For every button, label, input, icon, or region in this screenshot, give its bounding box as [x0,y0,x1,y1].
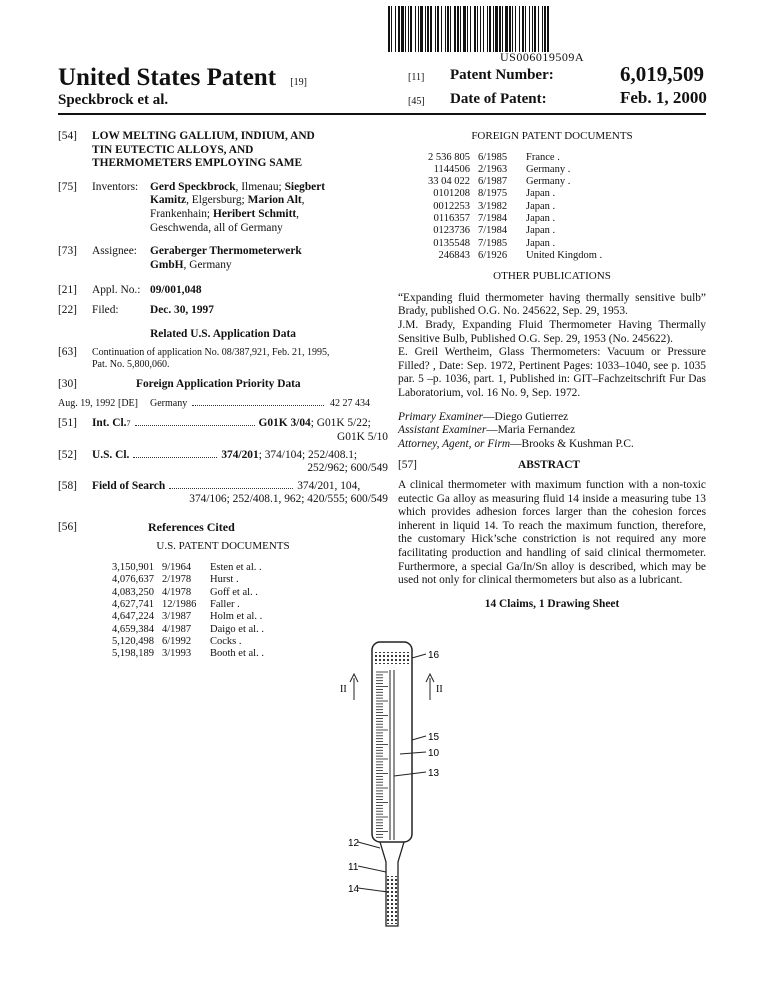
label-15: 15 [428,732,440,743]
priority-country-code: [DE] [118,397,138,409]
publication-number: US006019509A [500,50,585,64]
inventor-place: , Elgersburg; [186,194,245,207]
country-tag: [19] [290,77,307,88]
assignee-tag: [73] [58,245,77,258]
table-cell: Japan . [526,213,556,225]
priority-heading: Foreign Application Priority Data [136,378,301,391]
title-line: THERMOMETERS EMPLOYING SAME [92,157,303,170]
refs-header [58,521,388,535]
patent-number-label: Patent Number: [450,67,554,83]
table-cell: Cocks . [210,635,242,647]
inventor-place: Frankenhain; [150,207,211,220]
refs-tag: [56] [58,520,77,533]
label-11: 11 [348,862,359,873]
table-row [420,152,636,164]
publication-entry: E. Greil Wertheim, Glass Thermometers: Vacuum or Pressure Filled? , Date: Sep. 1972, Pertinent Pages: 1033–1040, see p. 1035 par. 5 –p. 1036, part. 1, Published in: GIT–Fachzeitschrift Fur Das Laboratorium, vol. 16 No. 9, Sep. 1972. [398,346,706,400]
section-label-right: II [436,684,443,695]
attorney-label: Attorney, Agent, or Firm [398,437,511,450]
us-cl-label: U.S. Cl. [92,448,130,461]
table-cell: 2/1963 [478,163,508,175]
inventor-place: Geschwenda, all of Germany [150,221,283,234]
table-cell: Hurst . [210,574,239,586]
int-cl-section [58,417,388,444]
abstract-header [398,459,706,473]
sealed-cap [374,652,410,664]
invention-title [92,130,315,171]
other-pubs [398,292,706,401]
primary-examiner: —Diego Gutierrez [483,410,569,423]
foreign-heading: FOREIGN PATENT DOCUMENTS [471,130,633,142]
priority-number: 42 27 434 [330,397,370,409]
publication-entry: J.M. Brady, Expanding Fluid Thermometer Having Thermally Sensitive Bulb, Published O.G. Sep. 29, 1953 (No. 245622). [398,319,706,345]
appl-number: 09/001,048 [150,284,202,297]
table-row [420,176,636,188]
table-row [104,587,320,599]
table-cell: 7/1984 [478,213,508,225]
table-cell: 0012253 [433,200,470,212]
priority-country: Germany [150,397,188,409]
table-cell: Faller . [210,598,240,610]
continuation-tag: [63] [58,346,77,359]
table-cell: 33 04 022 [428,176,470,188]
int-cl-label: Int. Cl. [92,417,127,430]
other-pubs-heading: OTHER PUBLICATIONS [493,270,611,283]
table-cell: 8/1975 [478,188,508,200]
table-cell: 246843 [438,249,470,261]
table-row [104,636,320,648]
table-cell: Germany . [526,163,571,175]
us-cl-tag: [52] [58,448,77,461]
inventor-name: Heribert Schmitt [212,207,297,220]
date-label: Date of Patent: [450,91,547,107]
table-cell: 3/1993 [162,648,192,660]
table-cell: 5,198,189 [112,648,154,660]
header-rule [58,113,706,115]
leader-dots [133,449,217,458]
table-cell: Japan . [526,188,556,200]
inventor-name: Marion Alt [247,194,302,207]
table-cell: 3,150,901 [112,562,154,574]
table-cell: 6/1926 [478,249,508,261]
table-row [420,201,636,213]
filed-tag: [22] [58,303,77,316]
table-cell: 3/1987 [162,611,192,623]
table-cell: Holm et al. . [210,611,263,623]
foreign-docs-table [420,152,636,263]
patent-number-tag: [11] [408,72,425,83]
int-cl-rest: ; G01K 5/22; [310,417,371,430]
inventor-name: Siegbert [284,180,326,193]
inventor-name: Kamitz [150,194,187,207]
us-cl-line2: 252/962; 600/549 [307,462,388,475]
appl-section [58,284,388,298]
leader-line [358,866,386,872]
table-cell: 4/1978 [162,586,192,598]
table-cell: 4/1987 [162,623,192,635]
appl-tag: [21] [58,284,77,297]
table-row [420,188,636,200]
field-section [58,480,388,507]
table-cell: Esten et al. . [210,562,262,574]
table-cell: Japan . [526,237,556,249]
table-row [104,599,320,611]
leader-dots [169,480,293,489]
table-cell: Japan . [526,200,556,212]
primary-examiner-label: Primary Examiner [398,410,484,423]
table-row [420,238,636,250]
field-tag: [58] [58,479,77,492]
table-row [104,624,320,636]
table-cell: Daigo et al. . [210,623,264,635]
table-cell: 5,120,498 [112,635,154,647]
priority-tag: [30] [58,378,77,391]
filed-section [58,304,388,318]
assistant-examiner-label: Assistant Examiner [398,424,487,437]
assignee-name: Geraberger Thermometerwerk [150,245,302,258]
table-row [420,164,636,176]
priority-row [58,397,388,411]
leader-line [358,888,388,892]
measuring-fluid [387,876,397,924]
table-cell: 3/1982 [478,200,508,212]
table-row [420,213,636,225]
assistant-examiner: —Maria Fernandez [486,424,576,437]
table-cell: 0135548 [433,237,470,249]
int-cl-tag: [51] [58,417,77,430]
table-row [104,648,320,660]
authors: Speckbrock et al. [58,92,169,108]
leader-line [412,654,426,658]
table-cell: 1144506 [433,163,470,175]
table-cell: 7/1984 [478,225,508,237]
label-14: 14 [348,884,360,895]
inventor-name: Gerd Speckbrock [150,180,236,193]
publication-entry: “Expanding fluid thermometer having thermally sensitive bulb” Brady, published O.G. No. 245622, Sep. 29, 1953. [398,291,706,318]
table-cell: 0123736 [433,225,470,237]
us-docs-heading: U.S. PATENT DOCUMENTS [156,540,290,553]
table-cell: United Kingdom . [526,249,603,261]
table-cell: 4,647,224 [112,611,154,623]
title-tag: [54] [58,130,77,142]
table-cell: Booth et al. . [210,648,264,660]
abstract-tag: [57] [398,459,417,472]
table-cell: 4,659,384 [112,623,154,635]
table-cell: Japan . [526,225,556,237]
thermometer-drawing [330,630,470,930]
inventors-list [150,181,325,235]
label-13: 13 [428,768,440,779]
date-tag: [45] [408,96,425,107]
barcode-bar [549,6,552,52]
table-cell: France . [526,151,560,163]
inventors-section [58,181,388,235]
appl-label: Appl. No.: [92,284,141,297]
table-row [420,225,636,237]
table-cell: 6/1987 [478,176,508,188]
table-cell: 2 536 805 [428,151,470,163]
field-line: 374/106; 252/408.1, 962; 420/555; 600/549 [189,493,388,506]
title-line: TIN EUTECTIC ALLOYS, AND [92,143,254,156]
table-row [420,250,636,262]
inventors-label: Inventors: [92,180,139,193]
patent-date: Feb. 1, 2000 [620,88,707,107]
continuation-text: Continuation of application No. 08/387,921, Feb. 21, 1995, [92,347,330,359]
leader-dots [192,397,324,406]
title-section [58,130,388,171]
section-label-left: II [340,684,347,695]
label-16: 16 [428,650,440,661]
continuation-section [58,347,388,370]
inventors-tag: [75] [58,180,77,193]
assignee-name: GmbH [150,258,184,271]
barcode [388,6,700,52]
inventor-place: , Ilmenau; [235,180,282,193]
table-cell: 0101208 [433,188,470,200]
continuation-text: Pat. No. 5,800,060. [92,358,170,370]
abstract-heading: ABSTRACT [518,459,581,472]
field-label: Field of Search [92,479,166,492]
table-cell: 0116357 [433,213,470,225]
attorney: —Brooks & Kushman P.C. [510,437,634,450]
int-cl-line2: G01K 5/10 [337,430,388,443]
field-line: 374/201, 104, [297,479,361,492]
filed-date: Dec. 30, 1997 [150,303,214,316]
country-title: United States Patent [19] [58,64,307,91]
priority-header [58,378,388,392]
table-cell: Goff et al. . [210,586,258,598]
table-cell: 6/1985 [478,151,508,163]
abstract-text: A clinical thermometer with maximum function with a non-toxic eutectic Ga alloy as measuring fluid 14 inside a measuring tube 13 which provides adhesion forces larger than the cohesion forces inherent in liquid 14. To reach the maximum function, therefore, the customary Hick’sche constriction is not required any more facilitating production and handling of said clinical thermometer. Furthermore, a special Ga/In/Sn alloy is described, which may be used not only for clinical thermometers but also as a lubricant. [398,478,706,587]
patent-number: 6,019,509 [620,62,704,86]
us-docs-table [104,562,320,660]
table-row [104,562,320,574]
label-12: 12 [348,838,360,849]
table-cell: 12/1986 [162,598,197,610]
assignee-country: , Germany [183,258,232,271]
table-cell: Germany . [526,176,571,188]
table-cell: 4,083,250 [112,586,154,598]
inventor-place: , [301,194,305,207]
leader-dots [135,417,255,426]
int-cl-main: G01K 3/04 [258,417,311,430]
table-cell: 4,627,741 [112,598,154,610]
table-cell: 7/1985 [478,237,508,249]
table-cell: 2/1978 [162,574,192,586]
leader-line [412,736,426,740]
related-heading: Related U.S. Application Data [150,327,296,340]
label-10: 10 [428,748,440,759]
leader-line [358,842,380,848]
filed-label: Filed: [92,303,119,316]
refs-heading: References Cited [148,519,235,534]
right-column [398,130,706,611]
int-cl-edition: 7 [126,419,131,429]
left-column [58,130,388,660]
table-row [104,611,320,623]
table-row [104,574,320,586]
table-cell: 9/1964 [162,562,192,574]
priority-date: Aug. 19, 1992 [58,397,116,409]
inventor-place: , [296,207,300,220]
table-cell: 6/1992 [162,635,192,647]
examiners [398,411,706,452]
assignee-section [58,245,388,272]
us-cl-section [58,449,388,476]
claims-summary: 14 Claims, 1 Drawing Sheet [484,597,620,610]
title-line: LOW MELTING GALLIUM, INDIUM, AND [92,130,315,142]
us-cl-main: 374/201 [221,448,259,461]
assignee-label: Assignee: [92,245,137,258]
us-cl-rest: ; 374/104; 252/408.1; [258,448,358,461]
table-cell: 4,076,637 [112,574,154,586]
